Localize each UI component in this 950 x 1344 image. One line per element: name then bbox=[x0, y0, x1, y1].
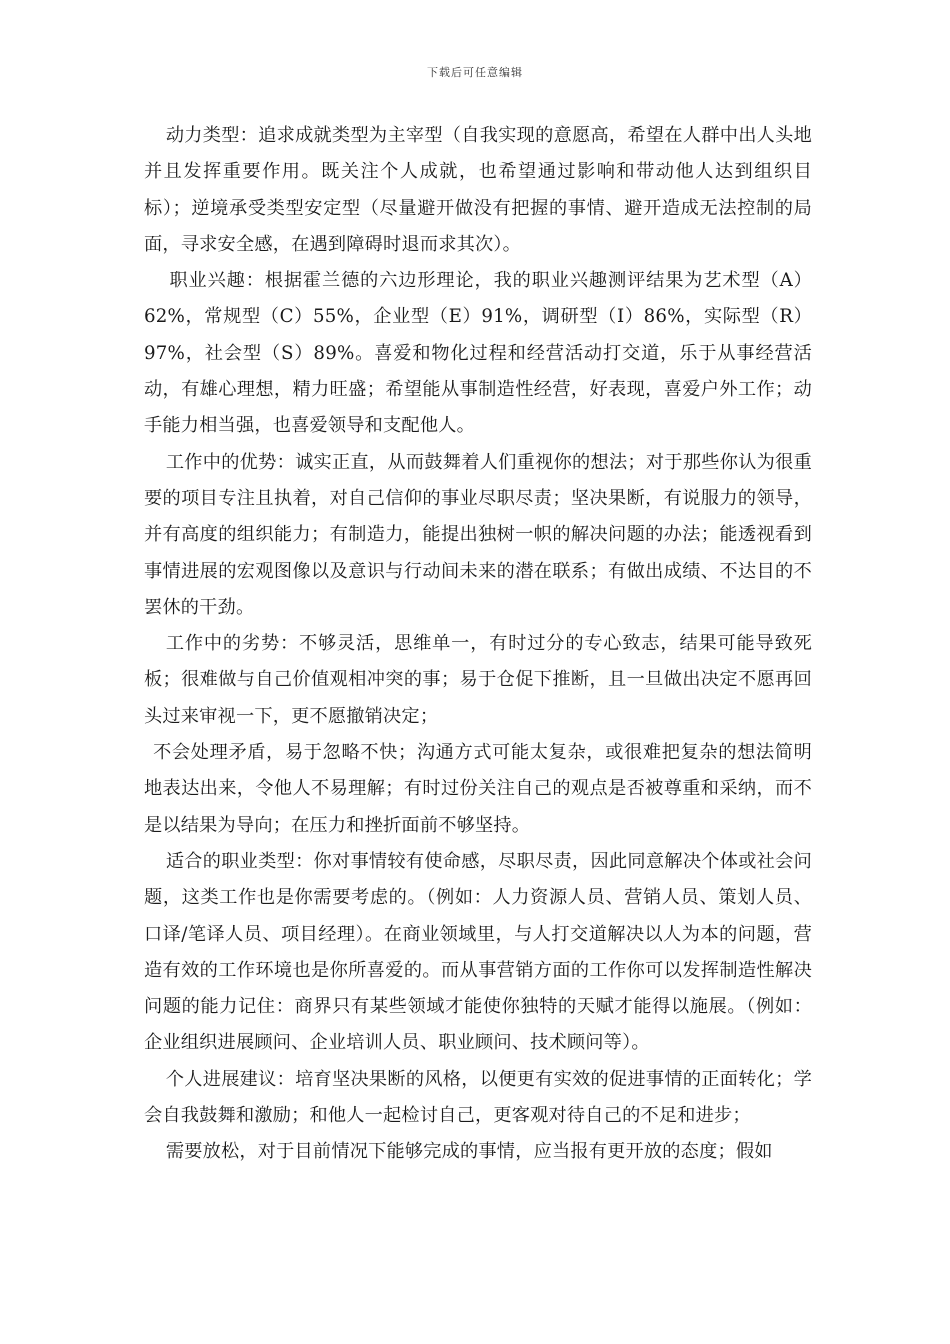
paragraph-work-weaknesses: 工作中的劣势：不够灵活，思维单一，有时过分的专心致志，结果可能导致死板；很难做与自己价值观相冲突的事；易于仓促下推断，且一旦做出决定不愿再回头过来审视一下，更不愿撤销决定； bbox=[144, 633, 812, 727]
document-body bbox=[144, 118, 812, 1171]
paragraph-work-strengths: 工作中的优势：诚实正直，从而鼓舞着人们重视你的想法；对于那些你认为很重要的项目专注且执着，对自己信仰的事业尽职尽责；坚决果断，有说服力的领导，并有高度的组织能力；有制造力，能提出独树一帜的解决问题的办法；能透视看到事情进展的宏观图像以及意识与行动间未来的潜在联系；有做出成绩、不达目的不罢休的干劲。 bbox=[144, 451, 812, 618]
paragraph-development-advice: 个人进展建议：培育坚决果断的风格，以便更有实效的促进事情的正面转化；学会自我鼓舞和激励；和他人一起检讨自己，更客观对待自己的不足和进步； bbox=[144, 1068, 812, 1127]
page-header: 下载后可任意编辑 bbox=[427, 66, 523, 79]
paragraph-relaxation: 需要放松，对于目前情况下能够完成的事情，应当报有更开放的态度；假如 bbox=[165, 1141, 773, 1163]
paragraph-motivation-type: 动力类型：追求成就类型为主宰型（自我实现的意愿高，希望在人群中出人头地并且发挥重要作用。既关注个人成就，也希望通过影响和带动他人达到组织目标）；逆境承受类型安定型（尽量避开做没有把握的事情、避开造成无法控制的局面，寻求安全感，在遇到障碍时退而求其次）。 bbox=[144, 125, 812, 255]
paragraph-conflict-handling: 不会处理矛盾，易于忽略不快；沟通方式可能太复杂，或很难把复杂的想法简明地表达出来，令他人不易理解；有时过份关注自己的观点是否被尊重和采纳，而不是以结果为导向；在压力和挫折面前不够坚持。 bbox=[144, 742, 812, 836]
paragraph-career-interest: 职业兴趣：根据霍兰德的六边形理论，我的职业兴趣测评结果为艺术型（A）62%，常规型（C）55%，企业型（E）91%，调研型（I）86%，实际型（R）97%，社会型（S）89%。喜爱和物化过程和经营活动打交道，乐于从事经营活动，有雄心理想，精力旺盛；希望能从事制造性经营，好表现，喜爱户外工作；动手能力相当强，也喜爱领导和支配他人。 bbox=[144, 270, 812, 437]
paragraph-suitable-careers: 适合的职业类型：你对事情较有使命感，尽职尽责，因此同意解决个体或社会问题，这类工作也是你需要考虑的。（例如：人力资源人员、营销人员、策划人员、口译/笔译人员、项目经理）。在商业领域里，与人打交道解决以人为本的问题，营造有效的工作环境也是你所喜爱的。而从事营销方面的工作你可以发挥制造性解决问题的能力记住：商界只有某些领域才能使你独特的天赋才能得以施展。（例如：企业组织进展顾问、企业培训人员、职业顾问、技术顾问等）。 bbox=[144, 850, 812, 1054]
